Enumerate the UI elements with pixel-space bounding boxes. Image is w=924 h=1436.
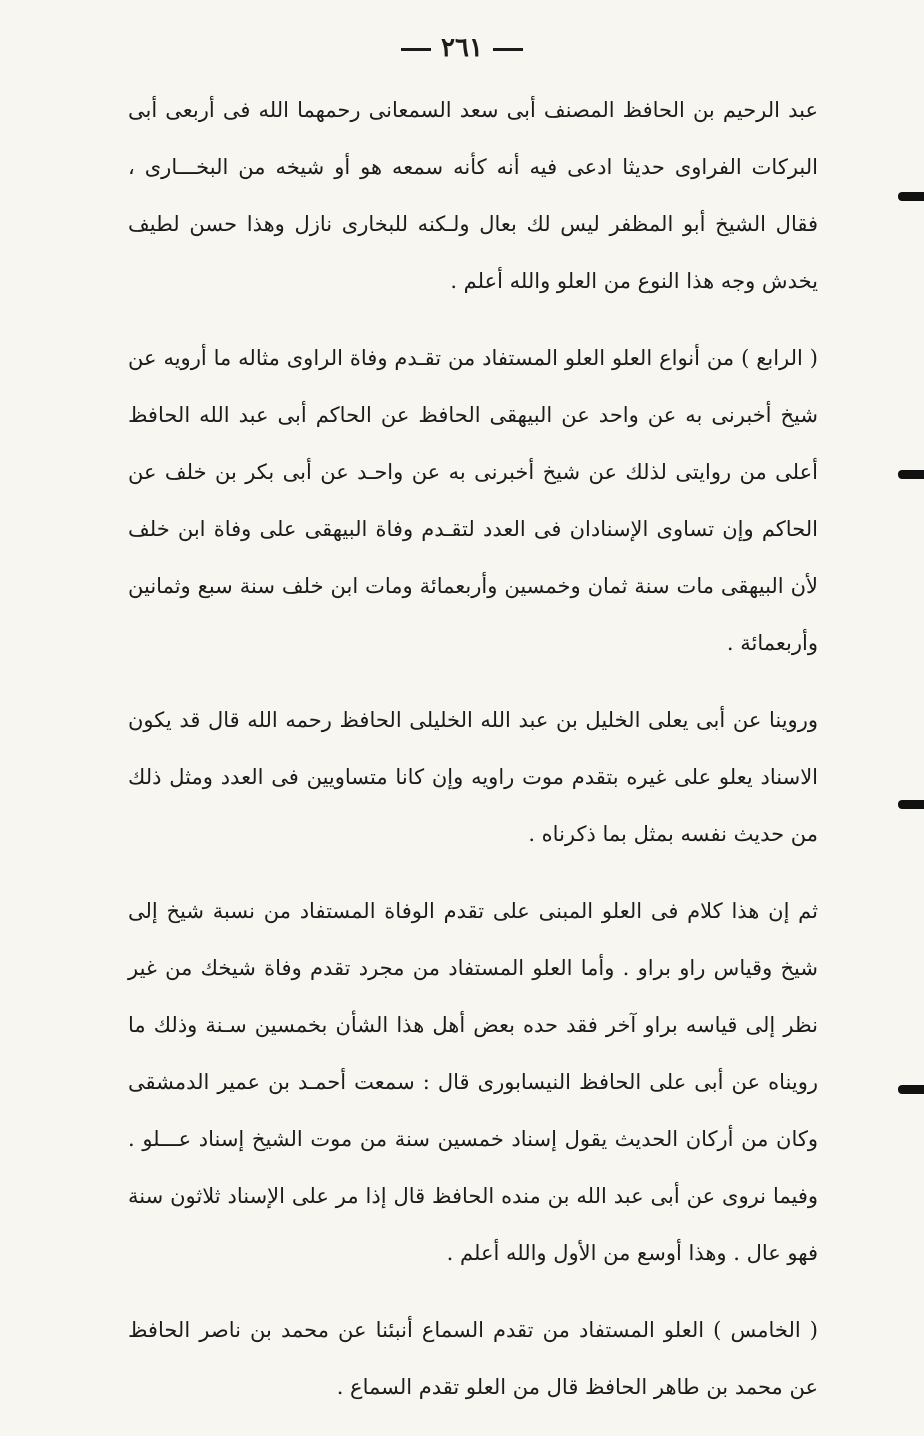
paragraph-4: ثم إن هذا كلام فى العلو المبنى على تقدم الوفاة المستفاد من نسبة شيخ إلى شيخ وقياس راو براو . وأما العلو المستفاد من مجرد تقدم وفاة شيخك من غير نظر إلى قياسه براو آخر فقد حده بعض أهل هذا الشأن بخمسين سـنة وذلك ما رويناه عن أبى على الحافظ النيسابورى قال : سمعت أحمـد بن عمير الدمشقى وكان من أركان الحديث يقول إسناد خمسين سنة من موت الشيخ إسناد عـــلو . وفيما نروى عن أبى عبد الله بن منده الحافظ قال إذا مر على الإسناد ثلاثون سنة فهو عال . وهذا أوسع من الأول والله أعلم . xyxy=(128,899,818,1265)
header-dash-left xyxy=(493,48,523,51)
paragraph-3: وروينا عن أبى يعلى الخليل بن عبد الله الخليلى الحافظ رحمه الله قال قد يكون الاسناد يعلو على غيره بتقدم موت راويه وإن كانا متساويين فى العدد ومثل ذلك من حديث نفسه بمثل بما ذكرناه . xyxy=(128,708,818,846)
paragraph-5-al-khamis: ( الخامس ) العلو المستفاد من تقدم السماع أنبئنا عن محمد بن ناصر الحافظ عن محمد بن طاهر الحافظ قال من العلو تقدم السماع . xyxy=(128,1318,818,1399)
page-body xyxy=(128,82,818,1436)
margin-tab-mark xyxy=(898,800,924,809)
margin-tab-mark xyxy=(898,470,924,479)
paragraph-2-al-rabi: ( الرابع ) من أنواع العلو العلو المستفاد من تقـدم وفاة الراوى مثاله ما أرويه عن شيخ أخبرنى به عن واحد عن البيهقى الحافظ عن الحاكم أبى عبد الله الحافظ أعلى من روايتى لذلك عن شيخ أخبرنى به عن واحـد عن أبى بكر بن خلف عن الحاكم وإن تساوى الإسنادان فى العدد لتقـدم وفاة البيهقى على وفاة ابن خلف لأن البيهقى مات سنة ثمان وخمسين وأربعمائة ومات ابن خلف سنة سبع وثمانين وأربعمائة . xyxy=(128,346,818,655)
margin-tab-mark xyxy=(898,1085,924,1094)
margin-tab-mark xyxy=(898,192,924,201)
page-header xyxy=(0,28,924,68)
header-dash-right xyxy=(401,48,431,51)
page-number: ٢٦١ xyxy=(441,33,483,63)
paragraph-1: عبد الرحيم بن الحافظ المصنف أبى سعد السمعانى رحمهما الله فى أربعى أبى البركات الفراوى حديثا ادعى فيه أنه كأنه سمعه هو أو شيخه من البخـــارى ، فقال الشيخ أبو المظفر ليس لك بعال ولـكنه للبخارى نازل وهذا حسن لطيف يخدش وجه هذا النوع من العلو والله أعلم . xyxy=(128,98,818,293)
